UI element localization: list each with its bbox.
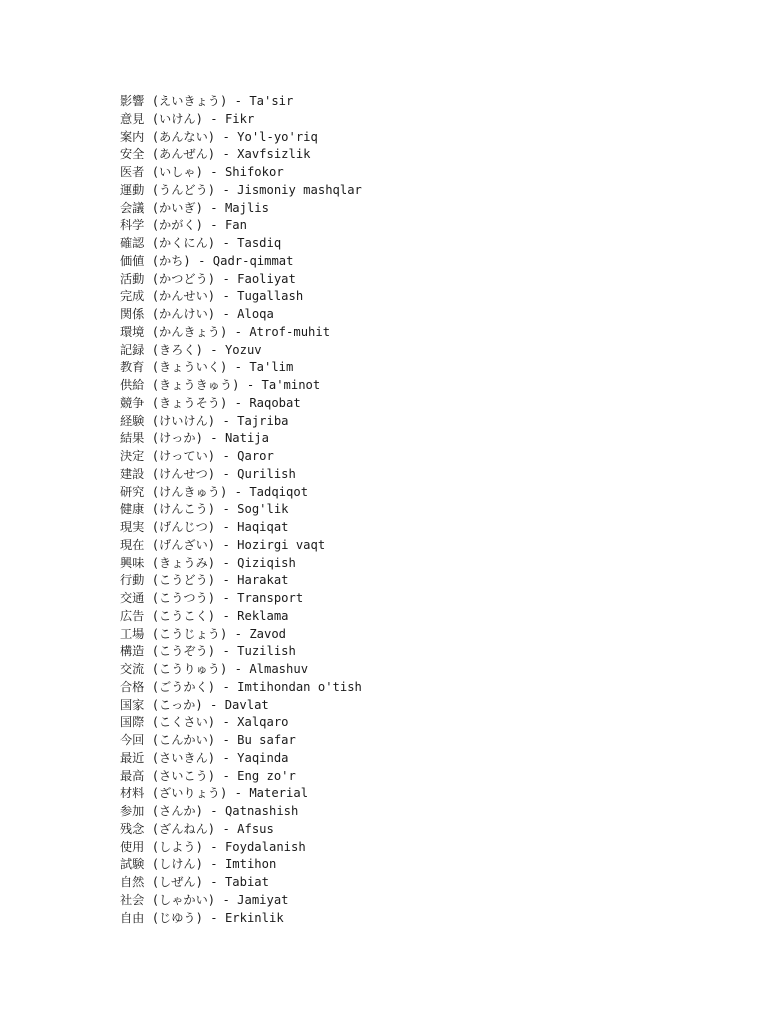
vocab-entry: 競争 (きょうそう) - Raqobat [120,395,301,410]
vocab-entry: 広告 (こうこく) - Reklama [120,608,289,623]
vocab-entry: 現実 (げんじつ) - Haqiqat [120,520,289,534]
vocab-entry: 最近 (さいきん) - Yaqinda [120,750,289,765]
vocab-entry: 関係 (かんけい) - Aloqa [120,307,274,321]
vocab-entry: 科学 (かがく) - Fan [120,218,247,233]
vocab-entry: 研究 (けんきゅう) - Tadqiqot [120,484,309,499]
vocab-entry: 最高 (さいこう) - Eng zo'r [120,768,296,783]
vocab-entry: 自由 (じゆう) - Erkinlik [120,910,284,925]
vocab-entry: 建設 (けんせつ) - Qurilish [120,466,296,481]
vocab-entry: 活動 (かつどう) - Faoliyat [120,271,296,286]
vocab-entry: 今回 (こんかい) - Bu safar [120,733,296,747]
vocab-entry: 価値 (かち) - Qadr-qimmat [120,253,294,268]
vocab-entry: 興味 (きょうみ) - Qiziqish [120,555,296,570]
vocab-entry: 完成 (かんせい) - Tugallash [120,289,304,304]
vocab-entry: 確認 (かくにん) - Tasdiq [120,236,282,250]
vocab-entry: 環境 (かんきょう) - Atrof-muhit [120,324,331,339]
vocab-entry: 安全 (あんぜん) - Xavfsizlik [120,147,311,162]
vocab-entry: 社会 (しゃかい) - Jamiyat [120,892,289,907]
vocab-entry: 参加 (さんか) - Qatnashish [120,804,299,818]
vocab-entry: 教育 (きょういく) - Ta'lim [120,360,294,375]
vocab-entry: 運動 (うんどう) - Jismoniy mashqlar [120,182,362,197]
vocab-entry: 供給 (きょうきゅう) - Ta'minot [120,378,321,392]
vocab-entry: 構造 (こうぞう) - Tuzilish [120,644,296,659]
vocab-entry: 交通 (こうつう) - Transport [120,591,304,605]
vocab-entry: 使用 (しよう) - Foydalanish [120,839,306,854]
vocab-entry: 自然 (しぜん) - Tabiat [120,875,269,889]
vocab-entry: 経験 (けいけん) - Tajriba [120,413,289,428]
vocab-entry: 合格 (ごうかく) - Imtihondan o'tish [120,679,362,694]
vocab-entry: 影響 (えいきょう) - Ta'sir [120,94,294,108]
vocab-entry: 工場 (こうじょう) - Zavod [120,626,287,641]
vocab-entry: 医者 (いしゃ) - Shifokor [120,165,284,179]
vocab-entry: 結果 (けっか) - Natija [120,431,269,446]
vocab-entry: 記録 (きろく) - Yozuv [120,342,262,357]
vocab-entry: 残念 (ざんねん) - Afsus [120,821,274,836]
vocab-entry: 現在 (げんざい) - Hozirgi vaqt [120,537,326,552]
vocab-entry: 意見 (いけん) - Fikr [120,111,255,126]
vocabulary-list [120,93,362,927]
vocab-entry: 交流 (こうりゅう) - Almashuv [120,662,309,676]
vocab-entry: 試験 (しけん) - Imtihon [120,857,277,872]
vocab-entry: 会議 (かいぎ) - Majlis [120,200,269,215]
vocab-entry: 案内 (あんない) - Yo'l-yo'riq [120,129,318,144]
vocab-entry: 国際 (こくさい) - Xalqaro [120,715,289,730]
vocab-entry: 決定 (けってい) - Qaror [120,449,274,463]
vocab-entry: 国家 (こっか) - Davlat [120,697,269,712]
vocab-entry: 材料 (ざいりょう) - Material [120,786,309,801]
vocab-entry: 行動 (こうどう) - Harakat [120,573,289,588]
vocab-entry: 健康 (けんこう) - Sog'lik [120,502,289,517]
